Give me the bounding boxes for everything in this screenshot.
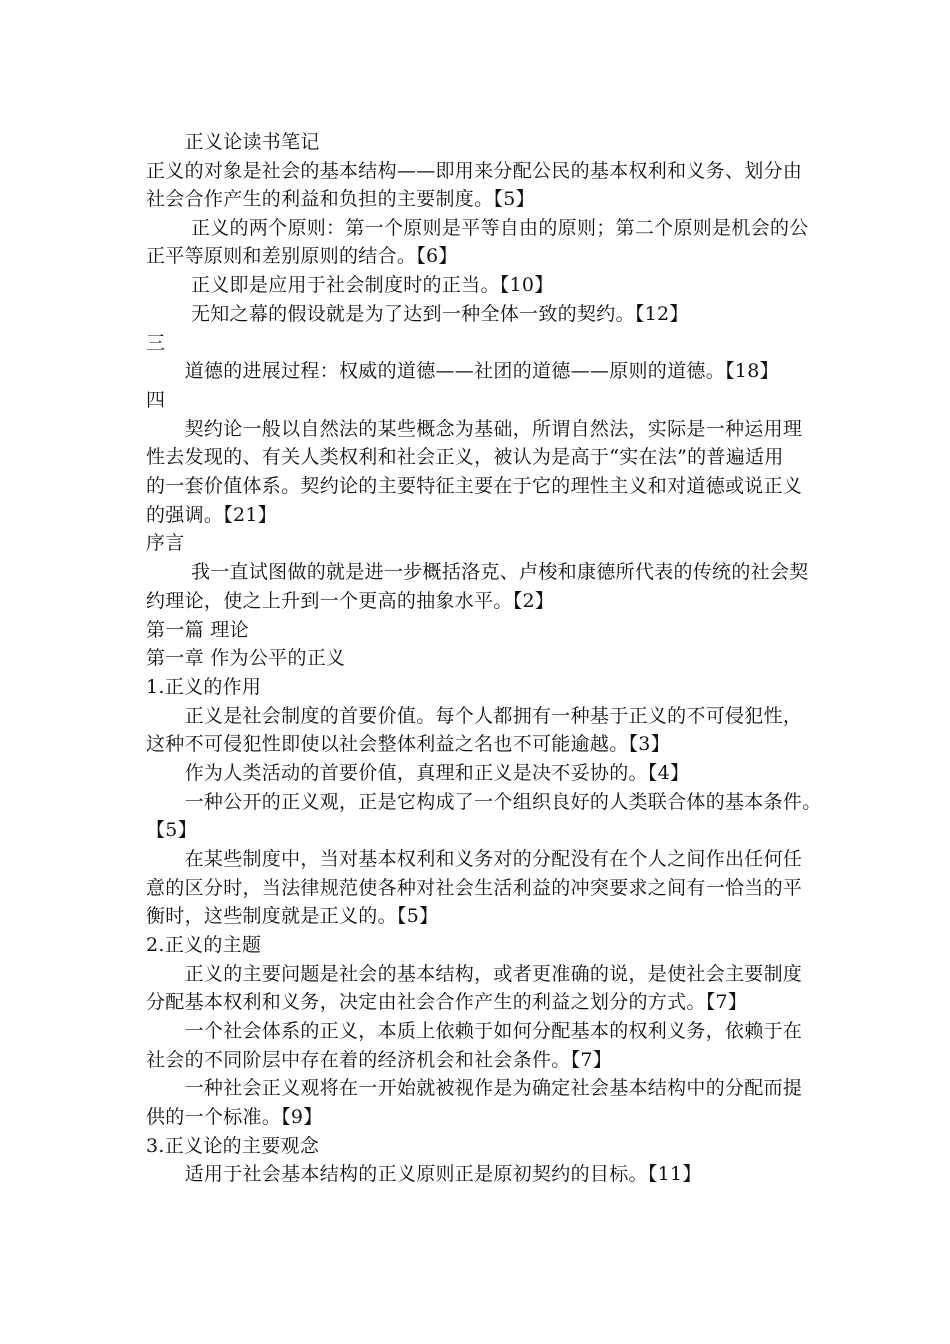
text-line: 正义的主要问题是社会的基本结构，或者更准确的说，是使社会主要制度 bbox=[146, 963, 803, 985]
section-heading: 2.正义的主题 bbox=[146, 934, 262, 956]
text-line: 一种社会正义观将在一开始就被视作是为确定社会基本结构中的分配而提 bbox=[146, 1077, 803, 1099]
text-line: 【5】 bbox=[146, 819, 197, 841]
text-line: 我一直试图做的就是进一步概括洛克、卢梭和康德所代表的传统的社会契 bbox=[146, 561, 809, 583]
document-title: 正义论读书笔记 bbox=[146, 131, 320, 153]
text-line: 的强调。【21】 bbox=[146, 504, 278, 526]
text-line: 正义的两个原则：第一个原则是平等自由的原则；第二个原则是机会的公 bbox=[146, 217, 809, 239]
text-line: 社会的不同阶层中存在着的经济机会和社会条件。【7】 bbox=[146, 1049, 613, 1071]
text-line: 这种不可侵犯性即使以社会整体利益之名也不可能逾越。【3】 bbox=[146, 733, 670, 755]
text-line: 约理论，使之上升到一个更高的抽象水平。【2】 bbox=[146, 590, 555, 612]
text-line: 分配基本权利和义务，决定由社会合作产生的利益之划分的方式。【7】 bbox=[146, 991, 748, 1013]
text-line: 意的区分时，当法律规范使各种对社会生活利益的冲突要求之间有一恰当的平 bbox=[146, 877, 803, 899]
section-heading: 1.正义的作用 bbox=[146, 676, 262, 698]
text-line: 在某些制度中，当对基本权利和义务对的分配没有在个人之间作出任何任 bbox=[146, 848, 803, 870]
text-line: 一个社会体系的正义，本质上依赖于如何分配基本的权利义务，依赖于在 bbox=[146, 1020, 803, 1042]
section-heading: 三 bbox=[146, 332, 166, 354]
text-line: 作为人类活动的首要价值，真理和正义是决不妥协的。【4】 bbox=[146, 762, 690, 784]
text-line: 适用于社会基本结构的正义原则正是原初契约的目标。【11】 bbox=[146, 1163, 702, 1185]
text-line: 正义是社会制度的首要价值。每个人都拥有一种基于正义的不可侵犯性， bbox=[146, 705, 803, 727]
text-line: 无知之幕的假设就是为了达到一种全体一致的契约。【12】 bbox=[146, 303, 689, 325]
section-heading: 第一篇 理论 bbox=[146, 619, 249, 641]
text-line: 契约论一般以自然法的某些概念为基础，所谓自然法，实际是一种运用理 bbox=[146, 418, 803, 440]
text-line: 供的一个标准。【9】 bbox=[146, 1106, 323, 1128]
text-line: 道德的进展过程：权威的道德——社团的道德——原则的道德。【18】 bbox=[146, 360, 779, 382]
text-line: 衡时，这些制度就是正义的。【5】 bbox=[146, 905, 439, 927]
section-heading: 3.正义论的主要观念 bbox=[146, 1135, 320, 1157]
text-line: 正平等原则和差别原则的结合。【6】 bbox=[146, 245, 458, 267]
text-line: 性去发现的、有关人类权利和社会正义，被认为是高于“实在法”的普遍适用 bbox=[146, 446, 784, 468]
section-heading: 序言 bbox=[146, 532, 185, 554]
text-line: 正义即是应用于社会制度时的正当。【10】 bbox=[146, 274, 554, 296]
text-line: 正义的对象是社会的基本结构——即用来分配公民的基本权利和义务、划分由 bbox=[146, 160, 803, 182]
text-line: 社会合作产生的利益和负担的主要制度。【5】 bbox=[146, 188, 535, 210]
section-heading: 第一章 作为公平的正义 bbox=[146, 647, 346, 669]
text-line: 的一套价值体系。契约论的主要特征主要在于它的理性主义和对道德或说正义 bbox=[146, 475, 803, 497]
text-line: 一种公开的正义观，正是它构成了一个组织良好的人类联合体的基本条件。 bbox=[146, 791, 822, 813]
section-heading: 四 bbox=[146, 389, 166, 411]
